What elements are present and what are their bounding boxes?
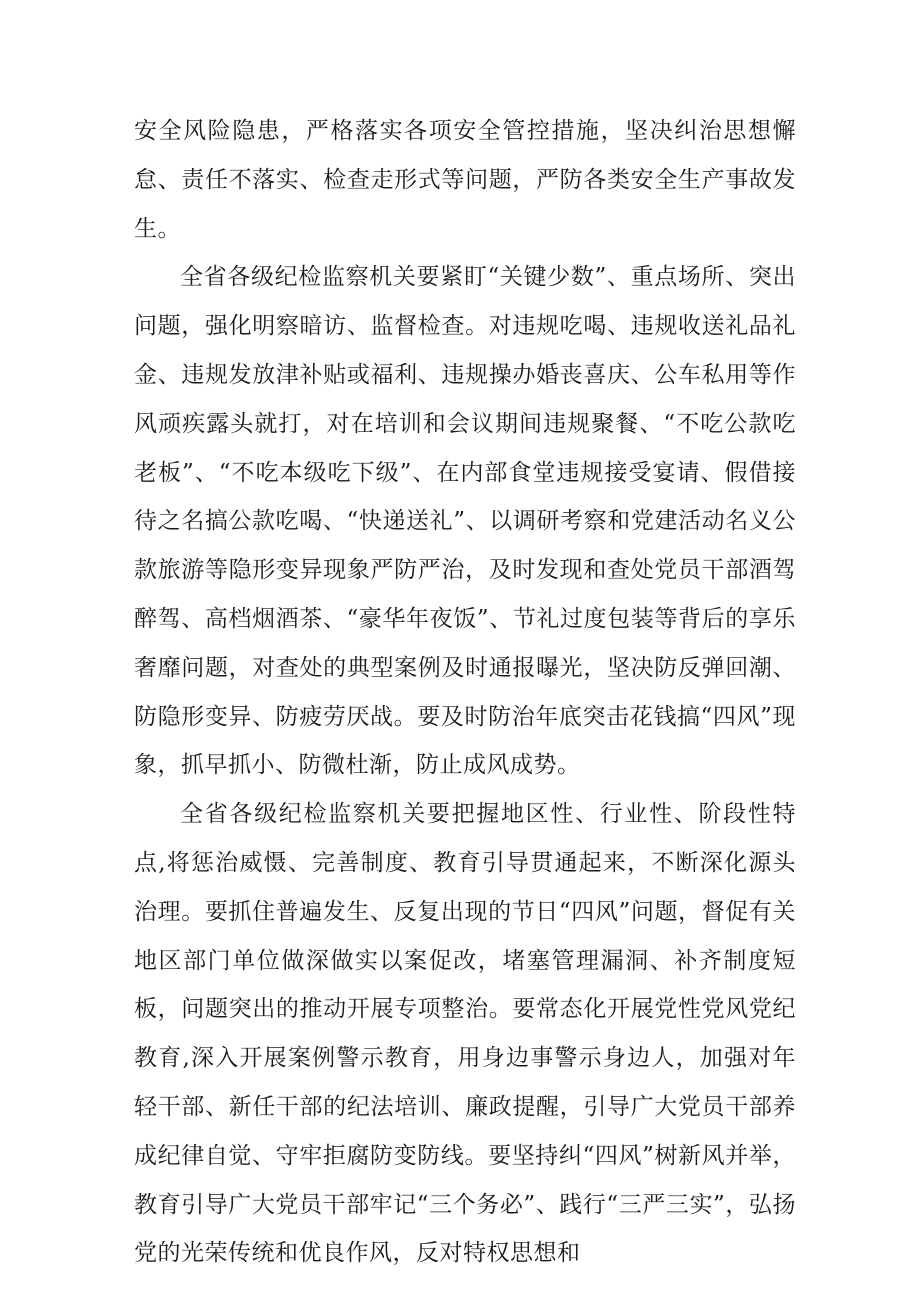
paragraph-2: 全省各级纪检监察机关要紧盯“关键少数”、重点场所、突出问题，强化明察暗访、监督检查。对违规吃喝、违规收送礼品礼金、违规发放津补贴或福利、违规操办婚丧喜庆、公车私用等作风顽疾露头就打，对在培训和会议期间违规聚餐、“不吃公款吃老板”、“不吃本级吃下级”、在内部食堂违规接受宴请、假借接待之名搞公款吃喝、“快递送礼”、以调研考察和党建活动名义公款旅游等隐形变异现象严防严治，及时发现和查处党员干部酒驾醉驾、高档烟酒茶、“豪华年夜饭”、节礼过度包装等背后的享乐奢靡问题，对查处的典型案例及时通报曝光，坚决防反弹回潮、防隐形变异、防疲劳厌战。要及时防治年底突击花钱搞“四风”现象，抓早抓小、防微杜渐，防止成风成势。 [134, 264, 796, 779]
paragraph-1: 安全风险隐患，严格落实各项安全管控措施，坚决纠治思想懈怠、责任不落实、检查走形式等问题，严防各类安全生产事故发生。 [134, 118, 796, 242]
document-body [134, 107, 796, 1278]
paragraph-3: 全省各级纪检监察机关要把握地区性、行业性、阶段性特点,将惩治威慑、完善制度、教育引导贯通起来，不断深化源头治理。要抓住普遍发生、反复出现的节日“四风”问题，督促有关地区部门单位做深做实以案促改，堵塞管理漏洞、补齐制度短板，问题突出的推动开展专项整治。要常态化开展党性党风党纪教育,深入开展案例警示教育，用身边事警示身边人，加强对年轻干部、新任干部的纪法培训、廉政提醒，引导广大党员干部养成纪律自觉、守牢拒腐防变防线。要坚持纠“四风”树新风并举，教育引导广大党员干部牢记“三个务必”、践行“三严三实”，弘扬党的光荣传统和优良作风，反对特权思想和 [134, 801, 796, 1267]
